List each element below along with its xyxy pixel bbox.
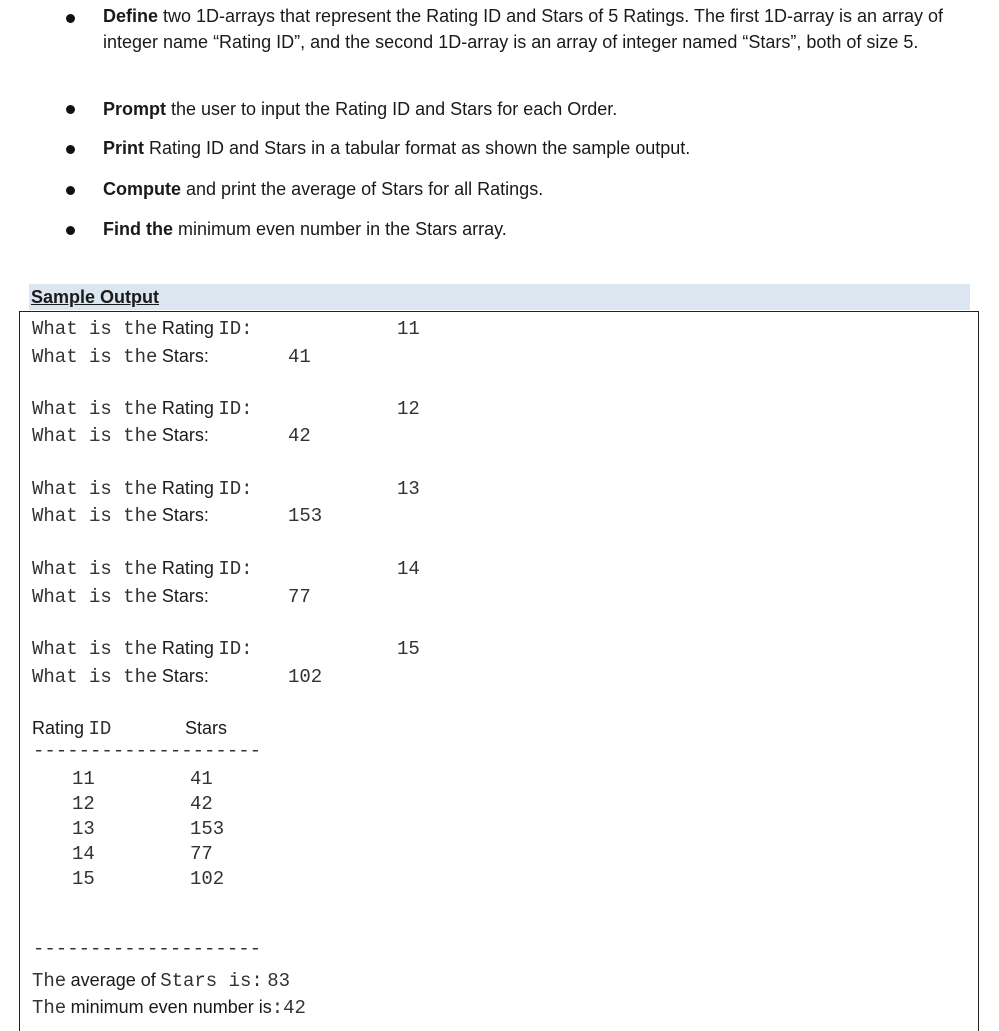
instruction-keyword: Compute — [103, 179, 181, 199]
sample-output-heading: Sample Output — [31, 287, 160, 307]
table-row-id: 12 — [72, 793, 95, 815]
table-row-stars: 41 — [190, 768, 213, 790]
table-row-stars: 102 — [190, 868, 225, 890]
bullet-dot — [66, 145, 75, 154]
table-divider: -------------------- — [33, 740, 262, 762]
rating-id-prompt: What is the Rating ID: — [32, 398, 253, 420]
stars-value: 153 — [288, 505, 323, 527]
instruction-item — [103, 96, 983, 122]
stars-prompt: What is the Stars: — [32, 425, 209, 447]
rating-id-prompt: What is the Rating ID: — [32, 558, 253, 580]
stars-prompt: What is the Stars: — [32, 346, 209, 368]
instruction-keyword: Find the — [103, 219, 173, 239]
stars-prompt: What is the Stars: — [32, 505, 209, 527]
stars-value: 102 — [288, 666, 323, 688]
stars-value: 42 — [288, 425, 311, 447]
stars-prompt: What is the Stars: — [32, 666, 209, 688]
instruction-keyword: Prompt — [103, 99, 166, 119]
stars-value: 77 — [288, 586, 311, 608]
instruction-item — [103, 176, 983, 202]
rating-id-value: 12 — [397, 398, 420, 420]
average-line: The average of Stars is: 83 — [32, 970, 291, 992]
table-header-stars: Stars — [185, 718, 228, 738]
instruction-keyword: Print — [103, 138, 145, 158]
minimum-even-line: The minimum even number is:42 — [32, 997, 306, 1019]
instruction-text: two 1D-arrays that represent the Rating ID and Stars of 5 Ratings. The first 1D-array is an array of integer name “Rating ID”, and the second 1D-array is an array of integer named “Stars”, both of size 5. — [103, 6, 944, 52]
instruction-text: and print the average of Stars for all Ratings. — [181, 179, 544, 199]
rating-id-value: 13 — [397, 478, 420, 500]
instruction-text: the user to input the Rating ID and Stars for each Order. — [166, 99, 618, 119]
bullet-dot — [66, 186, 75, 195]
table-row-id: 13 — [72, 818, 95, 840]
table-row-id: 11 — [72, 768, 95, 790]
bullet-dot — [66, 14, 75, 23]
instruction-item — [103, 216, 983, 242]
rating-id-prompt: What is the Rating ID: — [32, 318, 253, 340]
instruction-text: Rating ID and Stars in a tabular format as shown the sample output. — [144, 138, 691, 158]
instruction-keyword: Define — [103, 6, 159, 26]
rating-id-value: 15 — [397, 638, 420, 660]
rating-id-prompt: What is the Rating ID: — [32, 638, 253, 660]
rating-id-value: 14 — [397, 558, 420, 580]
instruction-text: minimum even number in the Stars array. — [173, 219, 507, 239]
table-row-id: 14 — [72, 843, 95, 865]
instruction-item — [103, 135, 983, 161]
table-divider: -------------------- — [33, 938, 262, 960]
stars-value: 41 — [288, 346, 311, 368]
sample-output-heading-bar — [29, 284, 970, 310]
table-row-stars: 77 — [190, 843, 213, 865]
table-row-id: 15 — [72, 868, 95, 890]
bullet-dot — [66, 105, 75, 114]
bullet-dot — [66, 226, 75, 235]
table-row-stars: 153 — [190, 818, 225, 840]
table-header-rating-id: Rating ID — [32, 718, 112, 740]
stars-prompt: What is the Stars: — [32, 586, 209, 608]
table-row-stars: 42 — [190, 793, 213, 815]
rating-id-prompt: What is the Rating ID: — [32, 478, 253, 500]
rating-id-value: 11 — [397, 318, 420, 340]
instruction-item — [103, 3, 983, 55]
